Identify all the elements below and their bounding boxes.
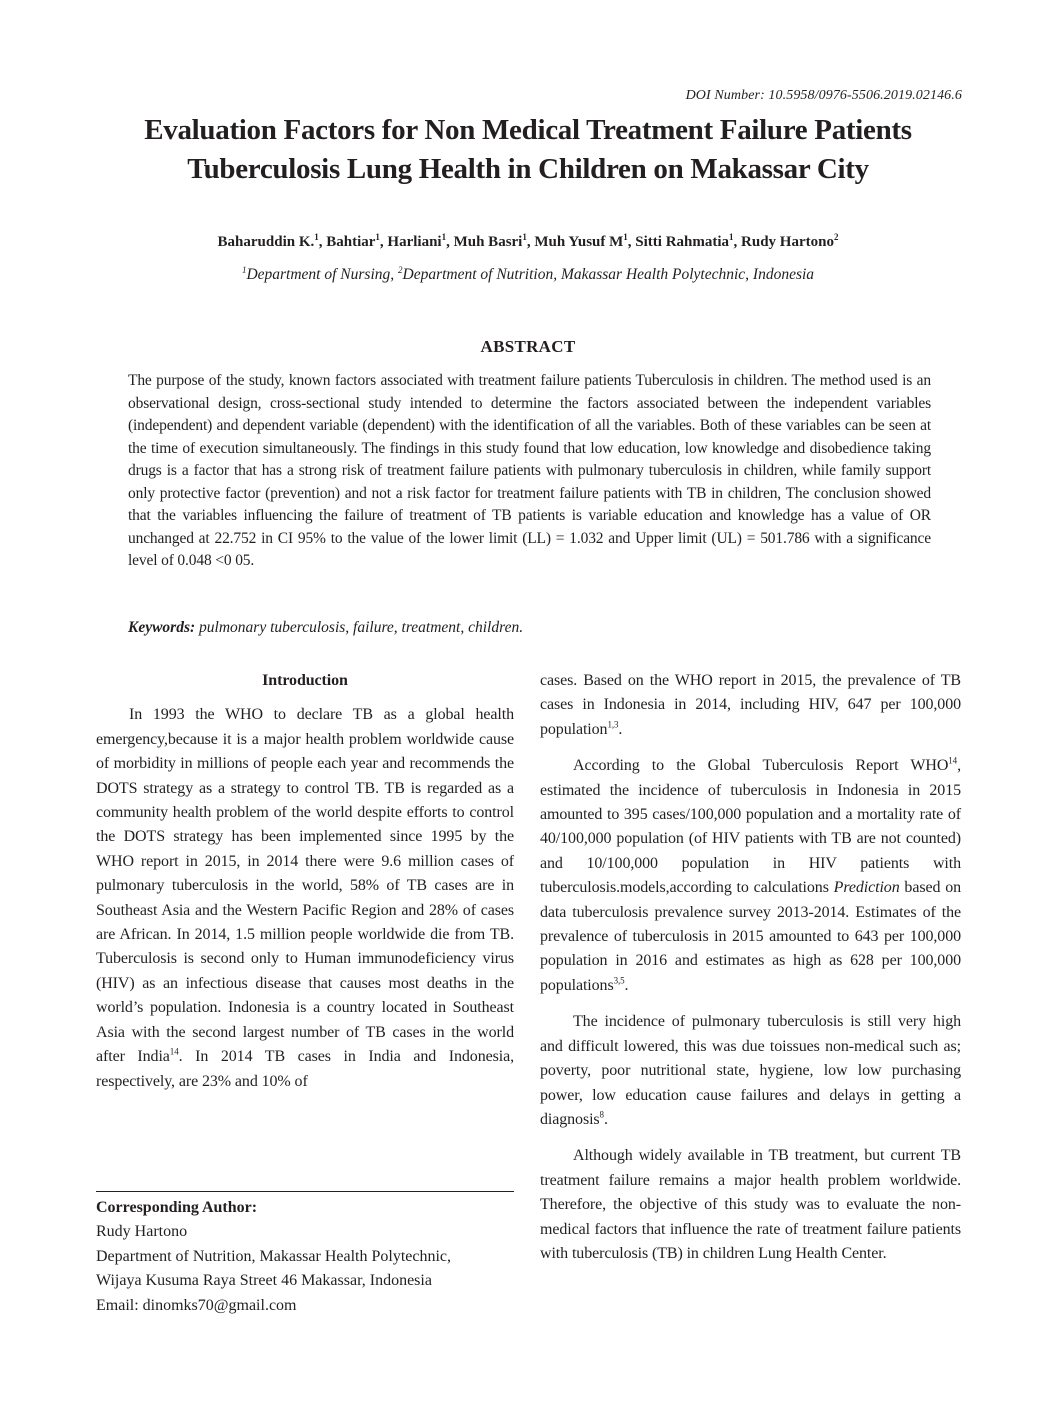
affiliation-mark: 1 xyxy=(241,264,247,275)
affiliation-1: Department of Nursing, xyxy=(246,266,398,283)
citation: 14 xyxy=(948,755,958,766)
author-name: Sitti Rahmatia xyxy=(635,234,730,250)
corresponding-author-department: Department of Nutrition, Makassar Health Polytechnic, xyxy=(96,1247,452,1265)
author-name: Muh Yusuf M xyxy=(534,234,624,250)
author: Muh Yusuf $M^1$, xyxy=(534,232,636,250)
citation: 14 xyxy=(169,1046,179,1057)
keywords-text: pulmonary tuberculosis, failure, treatment, children. xyxy=(195,619,524,636)
introduction-paragraph: cases. Based on the WHO report in 2015, the prevalence of TB cases in Indonesia in 2014, including HIV, 647 per 100,000 population$^{1,3}$. xyxy=(540,672,961,738)
author-affiliation-mark: 1 xyxy=(441,232,447,242)
author: Sitti Rahmatia$^1$, xyxy=(635,232,742,250)
abstract-text: The purpose of the study, known factors associated with treatment failure patients Tuberculosis in children. The method used is an observational design, cross-sectional study intended to determine the factors associated between the independent variables (independent) and dependent variable (dependent) with the identification of all the variables. Both of these variables can be seen at the time of execution simultaneously. The findings in this study found that low education, low knowledge and disobedience taking drugs is a factor that has a strong risk of treatment failure patients with pulmonary tuberculosis in children, while family support only protective factor (prevention) and not a risk factor for treatment failure patients with TB in children, The conclusion showed that the variables influencing the failure of treatment of TB patients is variable education and knowledge has a value of OR unchanged at 22.752 in CI 95% to the value of the lower limit (LL) = 1.032 and Upper limit (UL) = 501.786 with a significance level of 0.048 <0 05. xyxy=(128,372,931,569)
introduction-paragraph: Although widely available in TB treatment, but current TB treatment failure remains a major health problem worldwide. Therefore, the objective of this study was to evaluate the non-medical factors that influence the rate of treatment failure patients with tuberculosis (TB) in children Lung Health Center. xyxy=(540,1147,961,1262)
abstract-heading: ABSTRACT xyxy=(480,337,576,356)
citation: 3,5 xyxy=(613,975,625,986)
right-column xyxy=(540,669,961,1278)
author: Bahtiar$^1$, xyxy=(326,232,388,250)
corresponding-author-label: Corresponding Author: xyxy=(96,1199,258,1216)
author-affiliation-mark: 1 xyxy=(729,232,734,242)
corresponding-author-name: Rudy Hartono xyxy=(96,1223,188,1241)
affiliations xyxy=(60,266,996,284)
footnote-divider xyxy=(96,1191,514,1192)
author-affiliation-mark: 1 xyxy=(623,232,628,242)
author-affiliation-mark: 1 xyxy=(314,232,319,242)
citation: 1,3 xyxy=(607,719,619,730)
corresponding-author-block xyxy=(96,1196,516,1318)
author-name: Muh Basri xyxy=(453,234,523,250)
author-name: Rudy Hartono xyxy=(741,234,834,250)
introduction-paragraph: In 1993 the WHO to declare TB as a global health emergency,because it is a major health problem worldwide cause of morbidity in millions of people each year and recommends the DOTS strategy as a strategy to control TB. TB is regarded as a community health problem of the world despite efforts to control the DOTS strategy has been implemented since 1995 by the WHO report in 2015, in 2014 there were 9.6 million cases of pulmonary tuberculosis in the world, 58% of TB cases are in Southeast Asia and the Western Pacific Region and 28% of cases are African. In 2014, 1.5 million people worldwide die from TB. Tuberculosis is second only to Human immunodeficiency virus (HIV) as an infectious disease that causes most deaths in the world’s population. Indonesia is a country located in Southeast Asia with the second largest number of TB cases in the world after India$^{14}$. In 2014 TB cases in India and Indonesia, respectively, are 23% and 10% of xyxy=(96,706,514,1090)
keywords xyxy=(128,619,931,637)
corresponding-author-email[interactable]: Email: dinomks70@gmail.com xyxy=(96,1296,297,1314)
introduction-heading: Introduction xyxy=(262,672,348,689)
author-list xyxy=(60,234,996,251)
introduction-paragraph: According to the Global Tuberculosis Report WHO$^{14}$, estimated the incidence of tuberculosis in Indonesia in 2015 amounted to 395 cases/100,000 population and a mortality rate of 40/100,000 population (of HIV patients with TB are not counted) and 10/100,000 population in HIV patients with tuberculosis.models,according to calculations Prediction based on data tuberculosis prevalence survey 2013-2014. Estimates of the prevalence of tuberculosis in 2015 amounted to 643 per 100,000 population in 2016 and estimates as high as 628 per 100,000 populations$^{3,5}$. xyxy=(540,755,961,994)
title-line-2: Tuberculosis Lung Health in Children on Makassar City xyxy=(187,153,869,185)
author: Harliani$^1$, xyxy=(387,232,454,250)
left-column xyxy=(96,669,514,1094)
keywords-label: Keywords: xyxy=(128,619,196,636)
corresponding-author-address: Wijaya Kusuma Raya Street 46 Makassar, Indonesia xyxy=(96,1272,432,1290)
doi-number: DOI Number: 10.5958/0976-5506.2019.02146.6 xyxy=(685,88,962,103)
citation: 8 xyxy=(599,1109,604,1120)
author: Muh Basri$^1$, xyxy=(453,232,535,250)
author-name: Harliani xyxy=(387,234,442,250)
title-line-1: Evaluation Factors for Non Medical Treatment Failure Patients xyxy=(144,114,912,146)
author: Baharuddin K.$^1$, xyxy=(217,232,327,250)
author-name: Baharuddin K. xyxy=(217,234,315,250)
author-affiliation-mark: 1 xyxy=(375,232,380,242)
affiliation-mark: 2 xyxy=(398,264,403,275)
paper-title xyxy=(80,111,976,189)
affiliation-2: Department of Nutrition, Makassar Health Polytechnic, Indonesia xyxy=(402,266,815,283)
author xyxy=(741,234,838,250)
author-affiliation-mark: 2 xyxy=(833,232,839,242)
author-name: Bahtiar xyxy=(326,234,376,250)
author-affiliation-mark: 1 xyxy=(522,232,527,242)
introduction-paragraph: The incidence of pulmonary tuberculosis is still very high and difficult lowered, this was due toissues non-medical such as; poverty, poor nutritional state, hygiene, low low purchasing power, low education cause failures and delays in getting a diagnosis$^8$. xyxy=(540,1013,961,1128)
